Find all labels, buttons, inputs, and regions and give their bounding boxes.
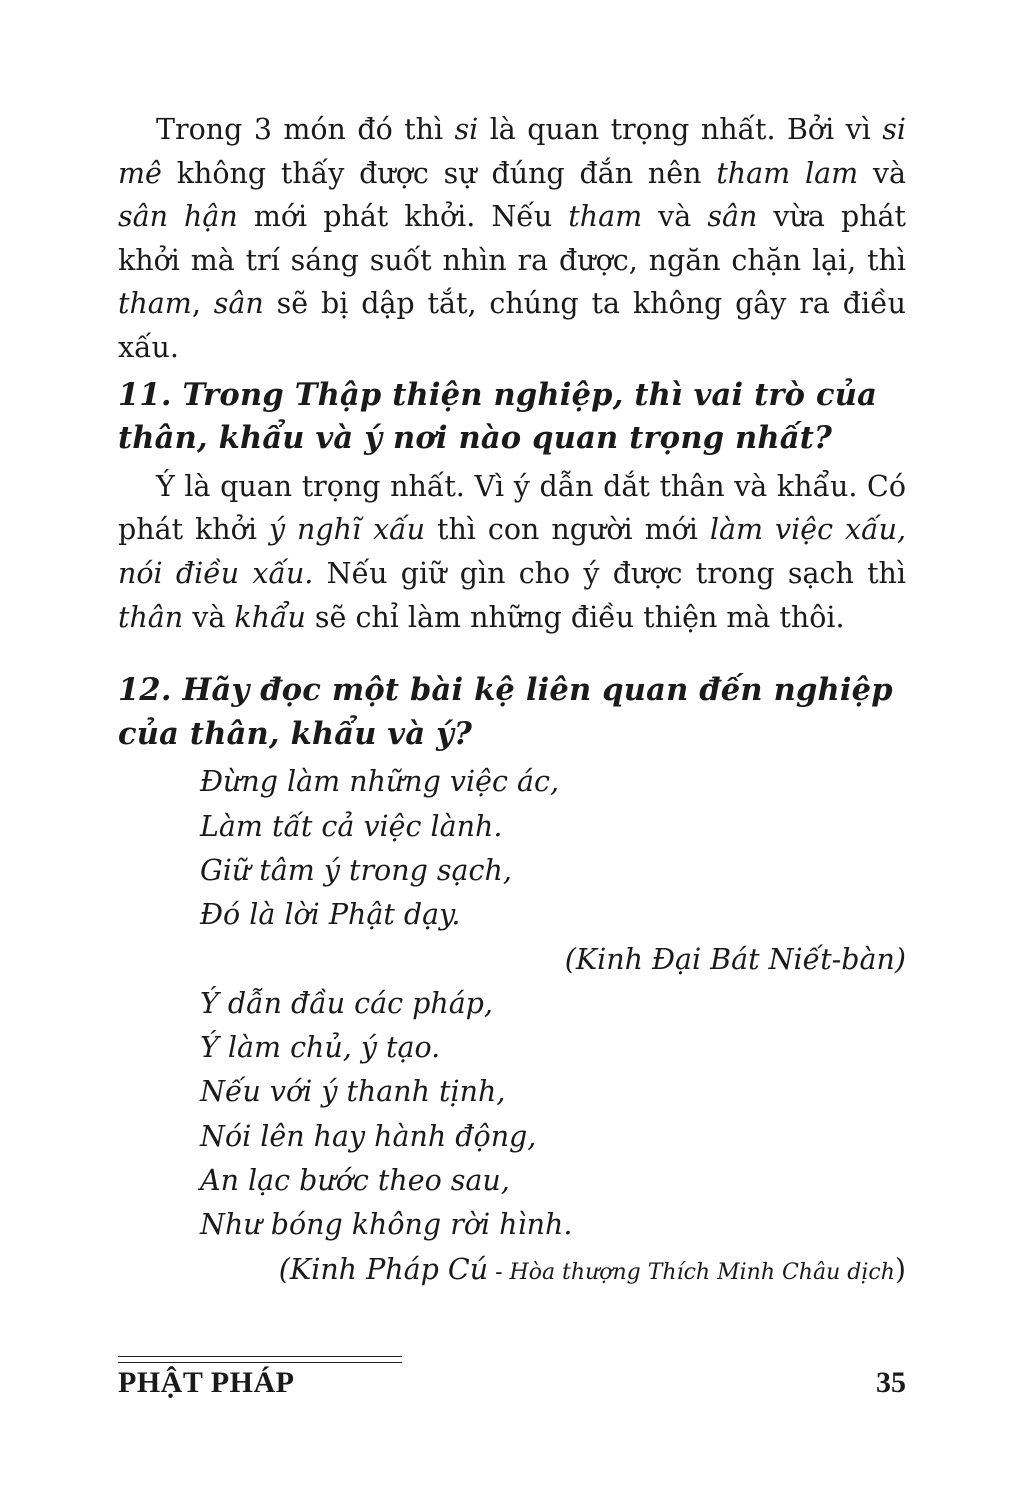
text-run: và (858, 156, 907, 190)
verse-line: Đừng làm những việc ác, (200, 765, 560, 799)
verse-line: Như bóng không rời hình. (200, 1208, 573, 1242)
verse-1 (200, 760, 906, 937)
text-run: và (642, 200, 708, 234)
question-11-heading: 11. Trong Thập thiện nghiệp, thì vai trò của thân, khẩu và ý nơi nào quan trọng nhất? (118, 376, 878, 457)
emphasis-text: ý nghĩ xấu (268, 513, 425, 547)
verse-line: Nếu với ý thanh tịnh, (200, 1075, 506, 1109)
footer-rule (118, 1356, 402, 1363)
text-run: và (183, 600, 235, 634)
intro-paragraph (118, 108, 906, 370)
question-12-heading: 12. Hãy đọc một bài kệ liên quan đến nghiệp của thân, khẩu và ý? (118, 672, 893, 752)
emphasis-text: si (454, 113, 479, 146)
translator-credit: - Hòa thượng Thích Minh Châu dịch (488, 1259, 895, 1285)
emphasis-text: tham lam (716, 156, 859, 190)
text-run: là quan trọng nhất. Bởi vì (478, 113, 883, 146)
emphasis-text: si mê (118, 113, 906, 190)
text-run: sẽ bị dập tắt, chúng ta không gây ra điều xấu. (118, 287, 906, 364)
citation-close: ) (894, 1252, 906, 1286)
footer-title: PHẬT PHÁP (118, 1366, 295, 1399)
verse-line: Giữ tâm ý trong sạch, (200, 853, 512, 887)
verse-line: An lạc bước theo sau, (200, 1163, 510, 1197)
emphasis-text: làm việc xấu, nói điều xấu. (118, 513, 907, 590)
emphasis-text: tham (568, 200, 643, 234)
emphasis-text: sân (707, 200, 758, 234)
text-run: , (191, 287, 214, 321)
verse-1-citation (118, 938, 906, 982)
emphasis-text: tham (118, 287, 192, 321)
emphasis-text: thân (118, 600, 184, 634)
emphasis-text: sân hận (118, 200, 238, 234)
text-run: Ý là quan trọng nhất. Vì ý dẫn dắt thân và khẩu. Có phát khởi (118, 469, 906, 547)
citation-text: (Kinh Đại Bát Niết-bàn) (564, 942, 906, 976)
verse-line: Ý dẫn đầu các pháp, (200, 986, 493, 1020)
emphasis-text: khẩu (234, 600, 306, 634)
page-number: 35 (876, 1366, 906, 1399)
question-11-answer (118, 465, 906, 639)
verse-line: Nói lên hay hành động, (200, 1119, 537, 1153)
verse-line: Đó là lời Phật dạy. (200, 898, 461, 932)
text-run: sẽ chỉ làm những điều thiện mà thôi. (305, 600, 845, 634)
text-run: thì con người mới (425, 513, 710, 547)
text-run: Trong 3 món đó thì (156, 113, 455, 146)
text-run: không thấy được sự đúng đắn nên (161, 156, 717, 190)
page-content (118, 108, 906, 1295)
text-run: vừa phát khởi mà trí sáng suốt nhìn ra được, ngăn chặn lại, thì (118, 200, 906, 277)
verse-2 (200, 982, 906, 1248)
verse-2-citation (118, 1248, 906, 1295)
emphasis-text: sân (213, 287, 264, 321)
verse-line: Ý làm chủ, ý tạo. (200, 1031, 441, 1065)
verse-line: Làm tất cả việc lành. (200, 809, 503, 843)
text-run: mới phát khởi. Nếu (237, 200, 569, 234)
text-run: Nếu giữ gìn cho ý được trong sạch thì (313, 556, 907, 590)
citation-text: (Kinh Pháp Cú (278, 1252, 489, 1286)
